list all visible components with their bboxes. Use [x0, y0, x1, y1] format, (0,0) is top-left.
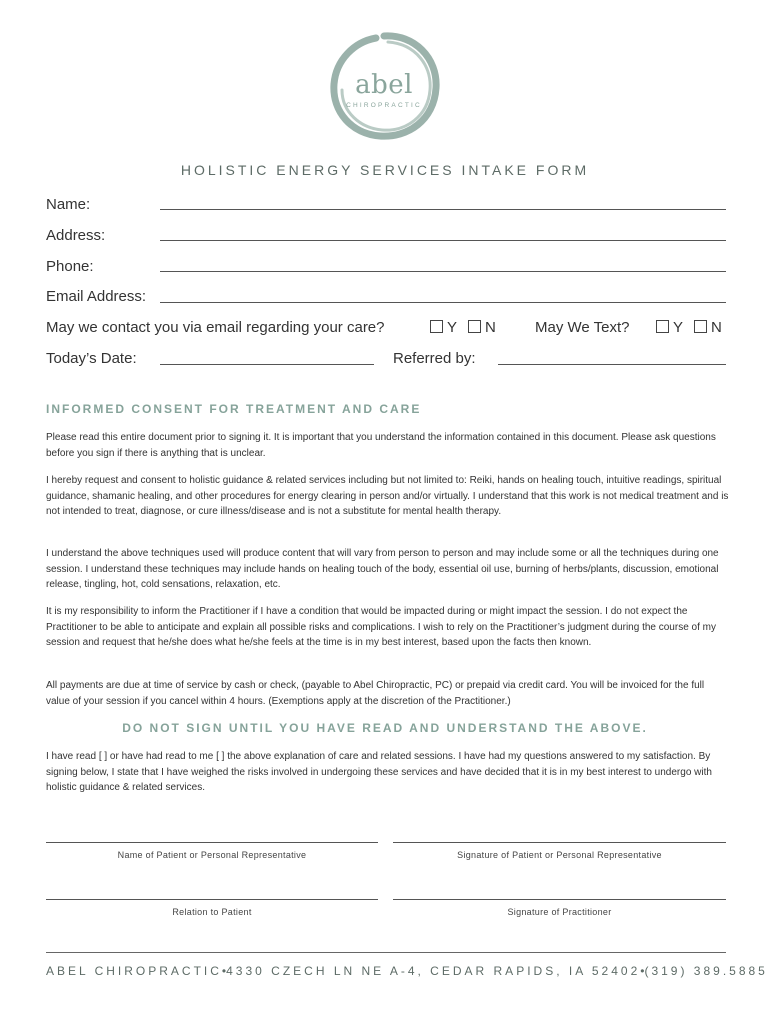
phone-field[interactable]	[160, 271, 726, 272]
logo-subtitle: CHIROPRACTIC	[346, 102, 422, 109]
email-contact-yes-checkbox[interactable]	[430, 320, 443, 333]
acknowledgement-paragraph: I have read [ ] or have had read to me [ ] the above explanation of care and related sessions. I have had my questions answered to my satisfaction. By signing below, I state that I have weighed the risks involved in undergoing these services and have decided that it is in my best interest to undergo with holistic guidance & related services.	[46, 751, 712, 793]
do-not-sign-warning: DO NOT SIGN UNTIL YOU HAVE READ AND UNDERSTAND THE ABOVE.	[122, 721, 648, 735]
abel-chiropractic-logo	[326, 30, 442, 142]
text-contact-yes-label: Y	[673, 319, 684, 336]
patient-signature-line[interactable]	[393, 842, 726, 843]
text-contact-yes-checkbox[interactable]	[656, 320, 669, 333]
phone-label: Phone:	[46, 258, 94, 275]
footer	[46, 964, 768, 978]
footer-separator: •	[640, 964, 645, 978]
relation-caption: Relation to Patient	[172, 907, 252, 917]
footer-divider	[46, 952, 726, 953]
footer-company: ABEL CHIROPRACTIC	[46, 964, 222, 978]
consent-paragraph-5: All payments are due at time of service by cash or check, (payable to Abel Chiropractic, PC) or prepaid via credit card. You will be invoiced for the full value of your session if you cancel within 4 hours. (Exemptions apply at the discretion of the Practitioner.)	[46, 680, 705, 707]
practitioner-signature-caption: Signature of Practitioner	[507, 907, 612, 917]
logo-wordmark: abel	[355, 70, 413, 100]
email-contact-question: May we contact you via email regarding your care?	[46, 319, 385, 336]
email-contact-yes-label: Y	[447, 319, 458, 336]
consent-paragraph-2: I hereby request and consent to holistic guidance & related services including but not limited to: Reiki, hands on healing touch, intuitive readings, spiritual guidance, shamanic healing, and other procedures for energy clearing in person and/or virtually. I understand that this work is not medical treatment and is not intended to treat, diagnose, or cure illness/disease and is not a substitute for mental health therapy.	[46, 475, 729, 517]
email-contact-no-label: N	[485, 319, 496, 336]
consent-heading: INFORMED CONSENT FOR TREATMENT AND CARE	[46, 402, 422, 416]
consent-paragraph-4: It is my responsibility to inform the Practitioner if I have a condition that would be impacted during or might impact the session. I do not expect the Practitioner to be able to anticipate and explain all possible risks and complications. I wish to rely on the Practitioner’s judgment during the course of my session and request that he/she does what he/she feels at the time is in my best interest, based upon the facts then known.	[46, 606, 716, 648]
footer-address: 4330 CZECH LN NE A-4, CEDAR RAPIDS, IA 52402	[226, 964, 641, 978]
referred-field[interactable]	[498, 364, 726, 365]
email-field[interactable]	[160, 302, 726, 303]
patient-signature-caption: Signature of Patient or Personal Representative	[457, 850, 662, 860]
email-contact-no-checkbox[interactable]	[468, 320, 481, 333]
form-title: HOLISTIC ENERGY SERVICES INTAKE FORM	[180, 162, 590, 178]
email-label: Email Address:	[46, 288, 147, 305]
text-contact-question: May We Text?	[535, 319, 630, 336]
consent-paragraph-1: Please read this entire document prior to signing it. It is important that you understand the information contained in this document. Please ask questions before you sign if there is anything that is unclear.	[46, 432, 716, 459]
text-contact-no-label: N	[711, 319, 722, 336]
relation-line[interactable]	[46, 899, 378, 900]
date-field[interactable]	[160, 364, 374, 365]
name-label: Name:	[46, 196, 91, 213]
name-field[interactable]	[160, 209, 726, 210]
referred-label: Referred by:	[393, 350, 476, 367]
address-field[interactable]	[160, 240, 726, 241]
patient-name-caption: Name of Patient or Personal Representative	[117, 850, 307, 860]
footer-separator: •	[221, 964, 227, 978]
consent-paragraph-3: I understand the above techniques used will produce content that will vary from person to person and may include some or all the techniques during one session. I understand these techniques may include hands on healing touch of the body, essential oil use, burning of herbs/plants, discussion, emotional release, tingling, hot, cold sensations, relaxation, etc.	[46, 548, 719, 590]
address-label: Address:	[46, 227, 106, 244]
practitioner-signature-line[interactable]	[393, 899, 726, 900]
date-label: Today’s Date:	[46, 350, 137, 367]
footer-phone: (319) 389.5885	[644, 964, 768, 978]
text-contact-no-checkbox[interactable]	[694, 320, 707, 333]
patient-name-line[interactable]	[46, 842, 378, 843]
